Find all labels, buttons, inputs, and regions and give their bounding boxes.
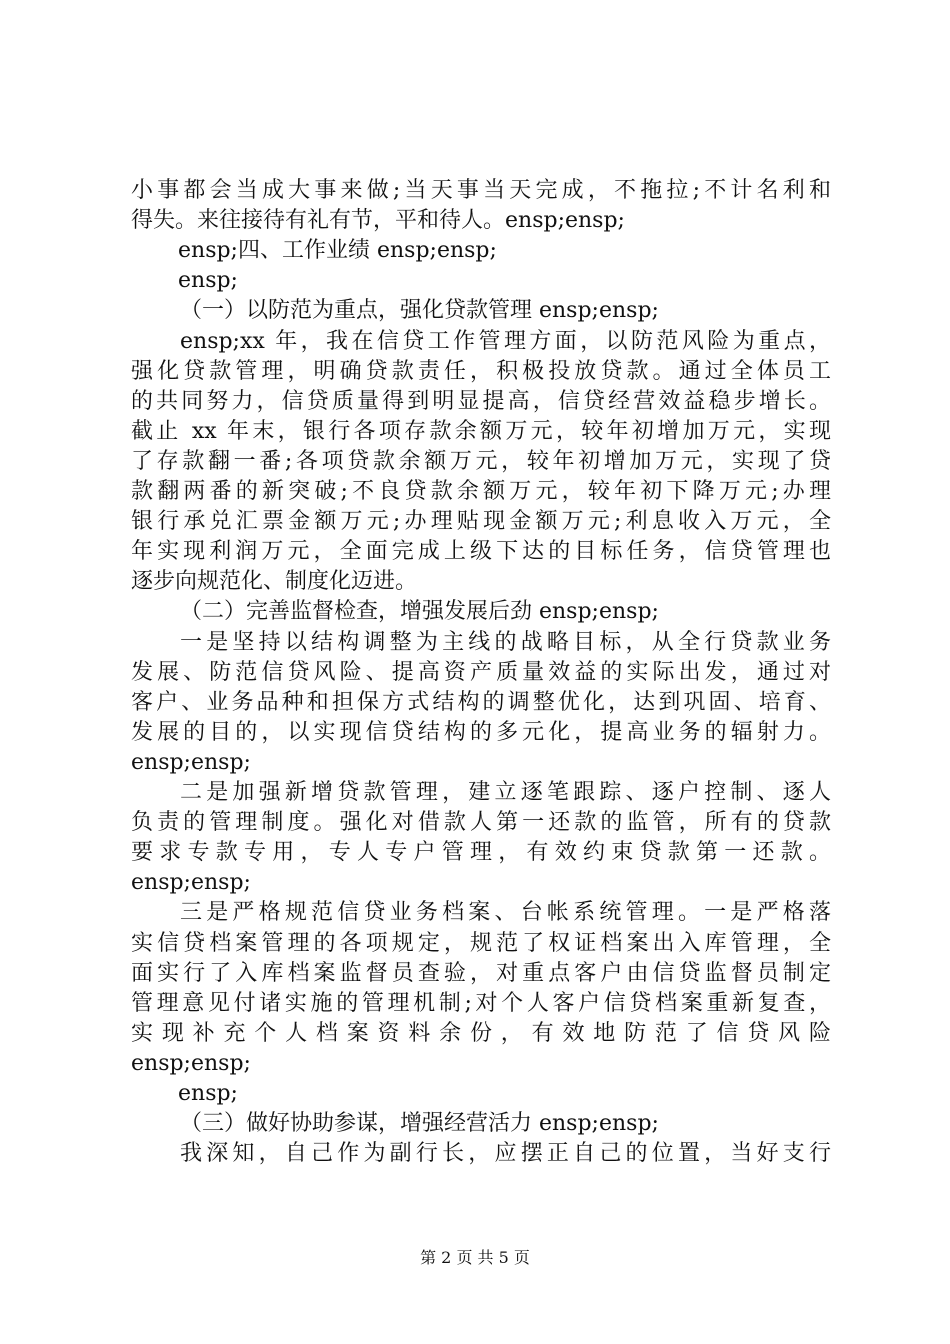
text-line: ensp;ensp;: [131, 870, 251, 896]
text-line: 面实行了入库档案监督员查验，对重点客户由信贷监督员制定: [131, 960, 831, 986]
text-line: 管理意见付诸实施的管理机制;对个人客户信贷档案重新复查，: [131, 990, 831, 1016]
text-line: 一是坚持以结构调整为主线的战略目标，从全行贷款业务: [180, 629, 831, 655]
text-line: 二是加强新增贷款管理，建立逐笔跟踪、逐户控制、逐人: [180, 780, 831, 805]
text-line: 银行承兑汇票金额万元;办理贴现金额万元;利息收入万元，全: [131, 509, 831, 535]
text-line: ensp;xx 年，我在信贷工作管理方面，以防范风险为重点，: [180, 328, 831, 354]
text-line: （三）做好协助参谋，增强经营活力 ensp;ensp;: [180, 1111, 659, 1137]
text-line: 强化贷款管理，明确贷款责任，积极投放贷款。通过全体员工: [131, 358, 831, 384]
text-line: 我深知，自己作为副行长，应摆正自己的位置，当好支行: [180, 1141, 831, 1167]
text-line: ensp;ensp;: [131, 1050, 251, 1076]
text-line: 了存款翻一番;各项贷款余额万元，较年初增加万元，实现了贷: [131, 448, 831, 474]
text-line: 三是严格规范信贷业务档案、台帐系统管理。一是严格落: [180, 900, 831, 926]
text-line: 年实现利润万元，全面完成上级下达的目标任务，信贷管理也: [131, 539, 831, 565]
text-line: ensp;ensp;: [131, 749, 251, 775]
text-line: 负责的管理制度。强化对借款人第一还款的监管，所有的贷款: [131, 810, 831, 836]
text-line: ensp;四、工作业绩 ensp;ensp;: [178, 238, 497, 264]
page-footer: 第 2 页 共 5 页: [420, 1248, 530, 1267]
text-line: 要求专款专用，专人专户管理，有效约束贷款第一还款。: [131, 840, 831, 866]
text-line: 得失。来往接待有礼有节，平和待人。ensp;ensp;: [131, 208, 625, 234]
text-line: 的共同努力，信贷质量得到明显提高，信贷经营效益稳步增长。: [131, 388, 831, 414]
text-line: 截止 xx 年末，银行各项存款余额万元，较年初增加万元，实现: [131, 418, 831, 444]
text-line: ensp;: [178, 1081, 238, 1106]
text-line: 客户、业务品种和担保方式结构的调整优化，达到巩固、培育、: [131, 689, 831, 715]
text-line: 发展、防范信贷风险、提高资产质量效益的实际出发，通过对: [131, 659, 831, 685]
text-line: ensp;: [178, 268, 238, 294]
text-line: 款翻两番的新突破;不良贷款余额万元，较年初下降万元;办理: [131, 479, 831, 504]
text-line: 小事都会当成大事来做;当天事当天完成，不拖拉;不计名利和: [131, 178, 831, 203]
text-line: （一）以防范为重点，强化贷款管理 ensp;ensp;: [180, 298, 659, 324]
text-line: 实现补充个人档案资料余份，有效地防范了信贷风险: [131, 1020, 831, 1046]
text-line: 发展的目的，以实现信贷结构的多元化，提高业务的辐射力。: [131, 719, 831, 745]
text-line: 逐步向规范化、制度化迈进。: [131, 569, 418, 595]
text-line: 实信贷档案管理的各项规定，规范了权证档案出入库管理，全: [131, 930, 831, 956]
text-line: （二）完善监督检查，增强发展后劲 ensp;ensp;: [180, 599, 659, 625]
